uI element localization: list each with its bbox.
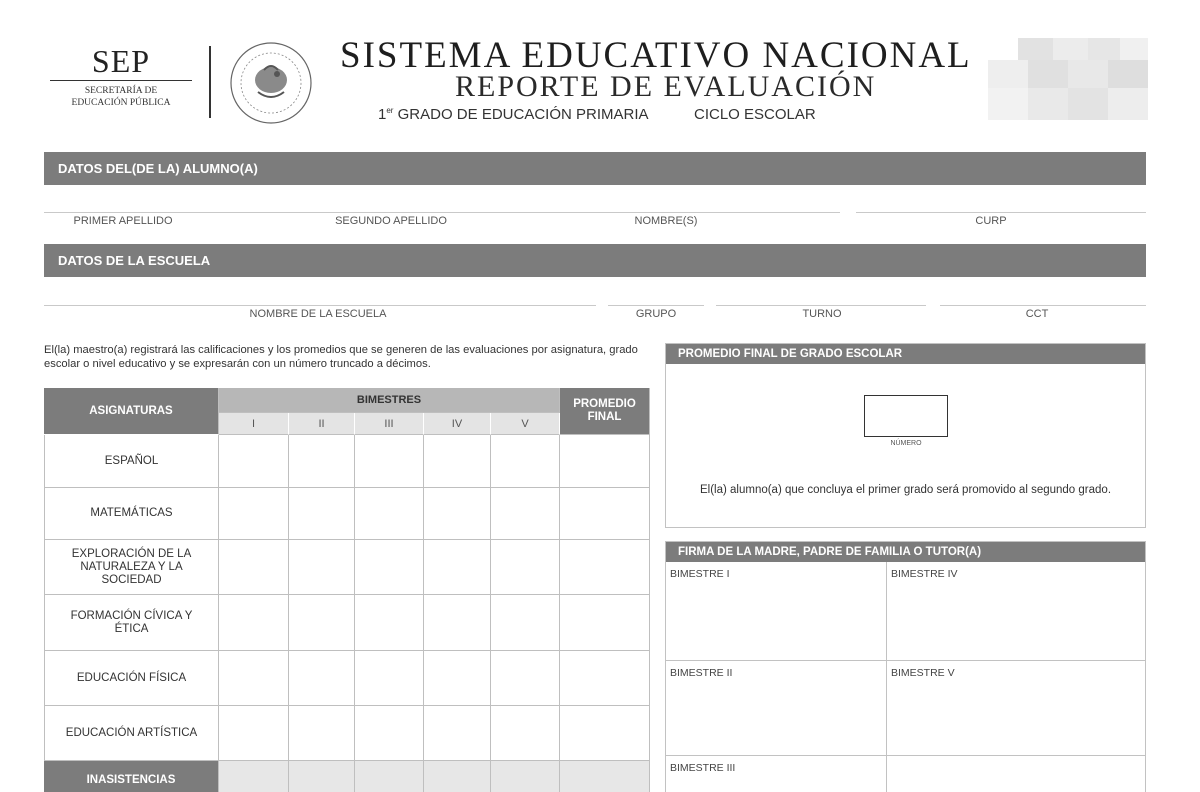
final-average-cell[interactable] <box>560 435 650 488</box>
grade-cell[interactable] <box>355 706 424 761</box>
signature-bimester-5[interactable] <box>887 661 1145 756</box>
grade-cell[interactable] <box>424 435 491 488</box>
grade-cell[interactable] <box>424 706 491 761</box>
final-average-panel <box>665 343 1146 528</box>
absence-cell[interactable] <box>424 761 491 792</box>
signature-bimester-4-label: BIMESTRE IV <box>891 568 958 580</box>
grade-cell[interactable] <box>289 540 355 595</box>
grade-level <box>378 106 649 123</box>
grade-cell[interactable] <box>289 706 355 761</box>
grade-cell[interactable] <box>219 651 289 706</box>
second-surname-label: SEGUNDO APELLIDO <box>335 215 447 227</box>
grade-cell[interactable] <box>219 488 289 540</box>
grade-cell[interactable] <box>219 435 289 488</box>
final-average-number-box[interactable] <box>864 395 948 437</box>
logo-subtitle <box>46 85 196 109</box>
final-average-cell[interactable] <box>560 651 650 706</box>
document-subtitle: REPORTE DE EVALUACIÓN <box>455 70 877 103</box>
cct-label: CCT <box>1025 308 1049 320</box>
subject-label: FORMACIÓN CÍVICA Y ÉTICA <box>44 595 219 651</box>
instructions-text: El(la) maestro(a) registrará las calificaciones y los promedios que se generen de las evaluaciones por asignatura, grado escolar o nivel educativo y se expresarán con un número truncado a décimos. <box>44 344 638 370</box>
school-cycle-label: CICLO ESCOLAR <box>694 106 816 123</box>
final-average-header <box>560 388 650 435</box>
cct-line <box>940 305 1146 306</box>
group-label: GRUPO <box>635 308 677 320</box>
grade-cell[interactable] <box>355 435 424 488</box>
national-seal-icon <box>228 40 314 126</box>
document-title: SISTEMA EDUCATIVO NACIONAL <box>340 35 972 76</box>
grade-cell[interactable] <box>491 651 560 706</box>
grade-cell[interactable] <box>355 488 424 540</box>
grade-cell[interactable] <box>491 488 560 540</box>
grade-number: 1 <box>378 106 387 123</box>
school-name-line <box>44 305 596 306</box>
subject-label: EXPLORACIÓN DE LA NATURALEZA Y LA SOCIEDAD <box>44 540 219 595</box>
absences-label: INASISTENCIAS <box>44 761 219 792</box>
subjects-header: ASIGNATURAS <box>44 388 219 435</box>
student-section-title: DATOS DEL(DE LA) ALUMNO(A) <box>58 161 258 176</box>
logo-subtitle-line1: SECRETARÍA DE <box>84 86 158 96</box>
final-header-line1: PROMEDIO <box>573 398 636 410</box>
number-label: NÚMERO <box>890 440 922 447</box>
absence-cell[interactable] <box>560 761 650 792</box>
signature-bimester-4[interactable] <box>887 562 1145 661</box>
grade-cell[interactable] <box>355 540 424 595</box>
logo-divider <box>209 46 211 118</box>
grade-cell[interactable] <box>491 435 560 488</box>
curp-line <box>856 212 1146 213</box>
bimesters-header: BIMESTRES <box>219 388 560 413</box>
grade-cell[interactable] <box>491 540 560 595</box>
signature-bimester-2[interactable] <box>666 661 887 756</box>
grade-cell[interactable] <box>491 595 560 651</box>
grade-cell[interactable] <box>424 540 491 595</box>
curp-label: CURP <box>975 215 1007 227</box>
grade-ordinal: er <box>386 106 394 115</box>
promotion-note: El(la) alumno(a) que concluya el primer grado será promovido al segundo grado. <box>699 484 1112 496</box>
grades-table <box>44 388 650 792</box>
sep-logo <box>46 44 196 124</box>
student-section-header <box>44 152 1146 185</box>
grade-cell[interactable] <box>219 540 289 595</box>
shift-label: TURNO <box>802 308 842 320</box>
logo-subtitle-line2: EDUCACIÓN PÚBLICA <box>71 98 171 108</box>
first-surname-label: PRIMER APELLIDO <box>73 215 173 227</box>
grade-cell[interactable] <box>355 651 424 706</box>
grade-cell[interactable] <box>289 595 355 651</box>
grade-cell[interactable] <box>219 595 289 651</box>
school-name-label: NOMBRE DE LA ESCUELA <box>249 308 387 320</box>
shift-line <box>716 305 926 306</box>
bimester-col-3: III <box>355 413 424 435</box>
sep-logo-text: SEP <box>91 43 151 79</box>
signature-bimester-2-label: BIMESTRE II <box>670 667 733 679</box>
final-average-cell[interactable] <box>560 595 650 651</box>
grade-cell[interactable] <box>424 651 491 706</box>
bimester-col-5: V <box>491 413 560 435</box>
subject-label: EDUCACIÓN ARTÍSTICA <box>44 706 219 761</box>
grade-cell[interactable] <box>424 488 491 540</box>
bimester-col-2: II <box>289 413 355 435</box>
grade-cell[interactable] <box>289 488 355 540</box>
grade-cell[interactable] <box>424 595 491 651</box>
subject-label: EDUCACIÓN FÍSICA <box>44 651 219 706</box>
grade-cell[interactable] <box>289 651 355 706</box>
signature-bimester-5-label: BIMESTRE V <box>891 667 955 679</box>
final-average-title: PROMEDIO FINAL DE GRADO ESCOLAR <box>666 344 1145 364</box>
given-names-label: NOMBRE(S) <box>634 215 698 227</box>
grade-cell[interactable] <box>491 706 560 761</box>
grade-cell[interactable] <box>355 595 424 651</box>
subject-label: ESPAÑOL <box>44 435 219 488</box>
signature-bimester-1-label: BIMESTRE I <box>670 568 730 580</box>
bimester-col-4: IV <box>424 413 491 435</box>
signatures-panel <box>665 541 1146 792</box>
school-section-title: DATOS DE LA ESCUELA <box>58 253 211 268</box>
grade-cell[interactable] <box>289 435 355 488</box>
signature-bimester-3-label: BIMESTRE III <box>670 762 736 774</box>
bimester-col-1: I <box>219 413 289 435</box>
grade-cell[interactable] <box>219 706 289 761</box>
final-average-cell[interactable] <box>560 488 650 540</box>
redacted-area <box>988 38 1148 120</box>
final-header-line2: FINAL <box>587 411 622 423</box>
signature-bimester-3[interactable] <box>666 756 887 792</box>
student-name-line <box>44 212 840 213</box>
logo-rule <box>50 80 192 81</box>
final-average-cell[interactable] <box>560 706 650 761</box>
absence-cell[interactable] <box>289 761 355 792</box>
group-line <box>608 305 704 306</box>
signatures-title: FIRMA DE LA MADRE, PADRE DE FAMILIA O TUTOR(A) <box>666 542 1145 562</box>
subject-label: MATEMÁTICAS <box>44 488 219 540</box>
final-average-cell[interactable] <box>560 540 650 595</box>
absence-cell[interactable] <box>219 761 289 792</box>
school-section-header <box>44 244 1146 277</box>
grade-text: GRADO DE EDUCACIÓN PRIMARIA <box>393 106 649 123</box>
signature-bimester-1[interactable] <box>666 562 887 661</box>
absence-cell[interactable] <box>491 761 560 792</box>
absence-cell[interactable] <box>355 761 424 792</box>
